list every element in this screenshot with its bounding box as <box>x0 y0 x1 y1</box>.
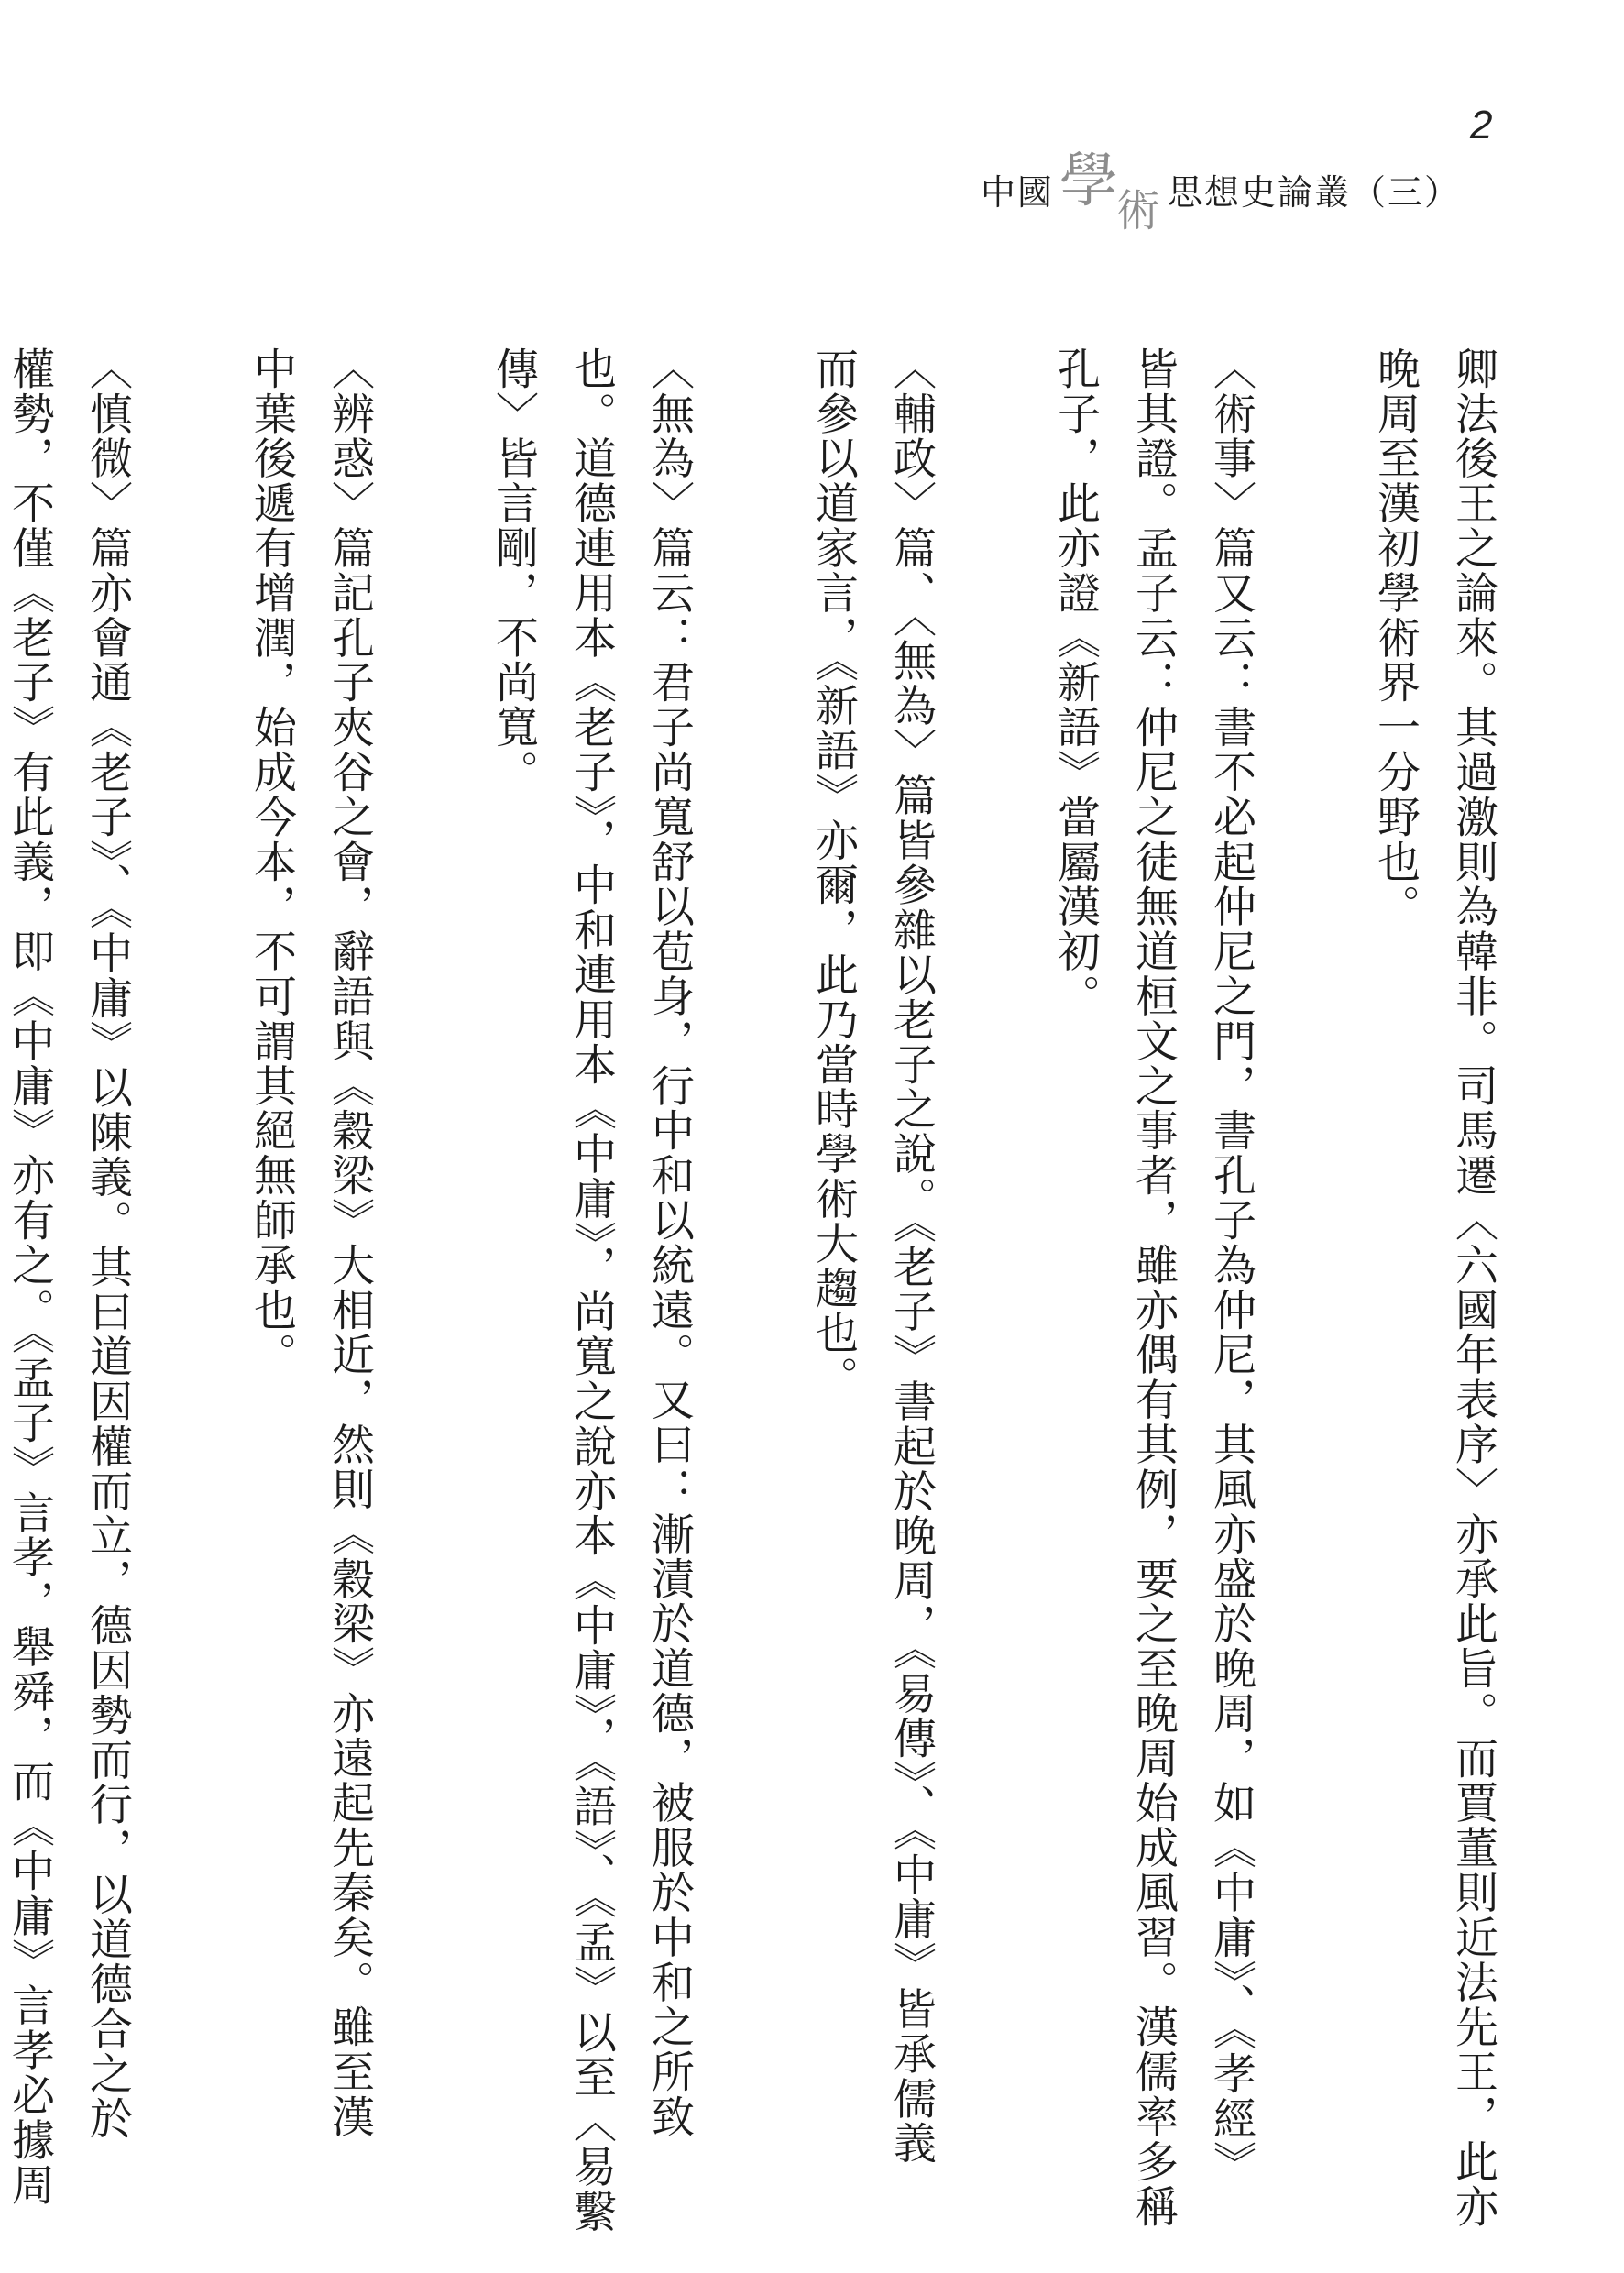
text-column: 而參以道家言，《新語》亦爾，此乃當時學術大趨也。 <box>808 346 859 1401</box>
text-column: 皆其證。孟子云：仲尼之徒無道桓文之事者，雖亦偶有其例，要之至晚周始成風習。漢儒率多稱 <box>1128 346 1179 2229</box>
series-title-prefix: 中國 <box>981 171 1055 213</box>
series-title <box>981 147 1462 236</box>
calligraphy-ornament <box>1059 147 1163 236</box>
running-header <box>0 0 1624 257</box>
text-column-paragraph-start: 〈無為〉篇云：君子尚寬舒以苞身，行中和以統遠。又曰：漸漬於道德，被服於中和之所致 <box>644 346 695 2139</box>
page-number: 2 <box>1470 103 1493 148</box>
calligraphy-char-2: 術 <box>1116 185 1163 236</box>
text-column-paragraph-start: 〈辨惑〉篇記孔子夾谷之會，辭語與《穀梁》大相近，然則《穀梁》亦遠起先秦矣。雖至漢 <box>324 346 375 2139</box>
text-column: 晚周至漢初學術界一分野也。 <box>1370 346 1421 929</box>
calligraphy-char-1: 學 <box>1059 148 1121 215</box>
text-column: 傳〉皆言剛，不尚寬。 <box>488 346 539 795</box>
series-title-suffix: 思想史論叢（三） <box>1168 171 1462 213</box>
vertical-body-text <box>0 346 1512 2235</box>
text-column: 孔子，此亦證《新語》當屬漢初。 <box>1050 346 1101 1019</box>
text-column: 卿法後王之論來。其過激則為韓非。司馬遷〈六國年表序〉亦承此旨。而賈董則近法先王，此亦 <box>1448 346 1498 2229</box>
text-column-paragraph-start: 〈術事〉篇又云：書不必起仲尼之門，書孔子為仲尼，其風亦盛於晚周，如《中庸》、《孝經》 <box>1206 346 1256 2186</box>
text-column: 權勢，不僅《老子》有此義，即《中庸》亦有之。《孟子》言孝，舉舜，而《中庸》言孝必據周 <box>5 346 55 2208</box>
text-column: 中葉後遞有增潤，始成今本，不可謂其絕無師承也。 <box>247 346 297 1378</box>
text-column-paragraph-start: 〈慎微〉篇亦會通《老子》、《中庸》以陳義。其曰道因權而立，德因勢而行，以道德合之於 <box>82 346 133 2141</box>
text-column: 也。道德連用本《老子》，中和連用本《中庸》，尚寬之說亦本《中庸》，《語》、《孟》以至〈易繫 <box>566 346 617 2235</box>
text-column-paragraph-start: 〈輔政〉篇、〈無為〉篇皆參雜以老子之說。《老子》書起於晚周，《易傳》、《中庸》皆承儒義 <box>886 346 937 2167</box>
